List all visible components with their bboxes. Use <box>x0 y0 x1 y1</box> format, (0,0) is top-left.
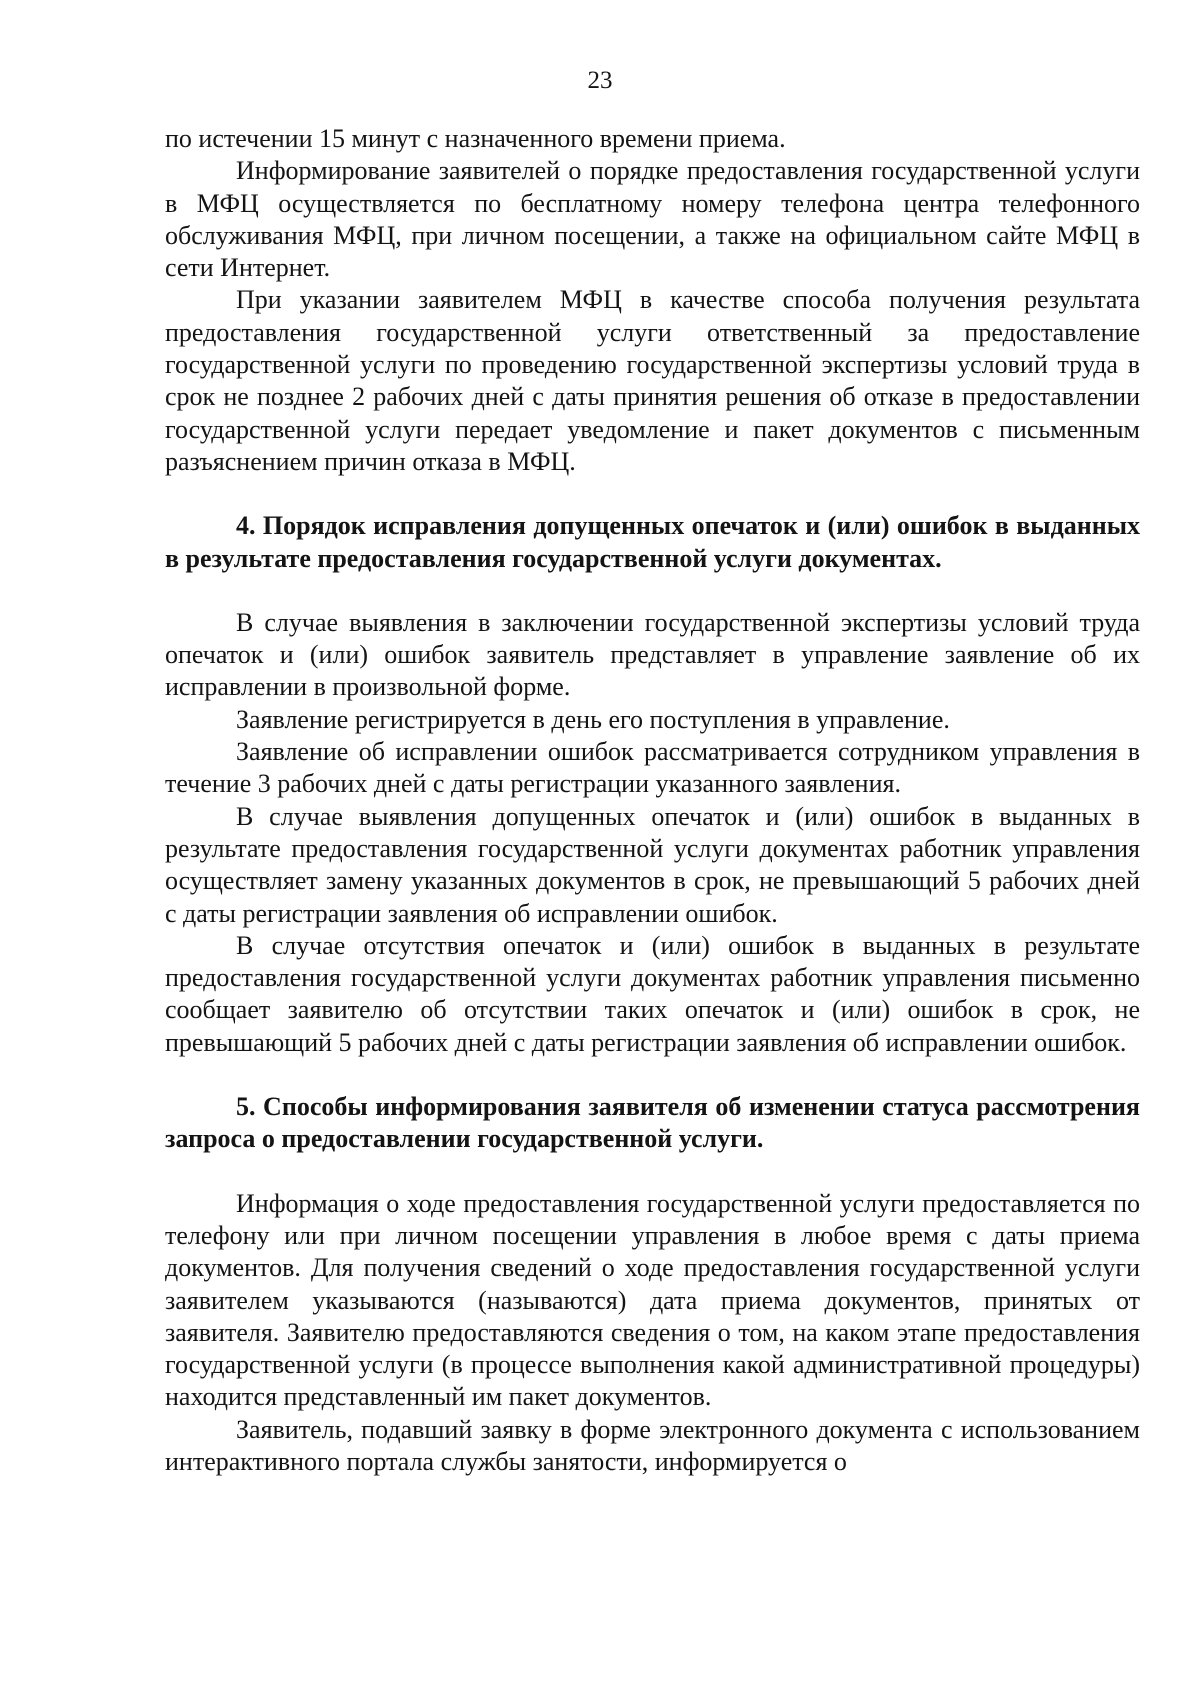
paragraph-mfc-informing: Информирование заявителей о порядке предоставления государственной услуги в МФЦ осуществляется по бесплатному номеру телефона центра телефонного обслуживания МФЦ, при личном посещении, а также на официальном сайте МФЦ в сети Интернет. <box>165 156 1140 283</box>
paragraph-review-period: Заявление об исправлении ошибок рассматривается сотрудником управления в течение 3 рабочих дней с даты регистрации указанного заявления. <box>165 737 1140 799</box>
paragraph-continuation: по истечении 15 минут с назначенного времени приема. <box>165 124 786 153</box>
spacer <box>165 575 1140 607</box>
paragraph-no-errors: В случае отсутствия опечаток и (или) ошибок в выданных в результате предоставления государственной услуги документах работник управления письменно сообщает заявителю об отсутствии таких опечаток и (или) ошибок в срок, не превышающий 5 рабочих дней с даты регистрации заявления об исправлении ошибок. <box>165 930 1140 1057</box>
paragraph-status-information: Информация о ходе предоставления государственной услуги предоставляется по телефону или при личном посещении управления в любое время с даты приема документов. Для получения сведений о ходе предоставления государственной услуги заявителем указываются (называются) дата приема документов, принятых от заявителя. Заявителю предоставляются сведения о том, на каком этапе предоставления государственной услуги (в процессе выполнения какой административной процедуры) находится представленный им пакет документов. <box>165 1188 1140 1412</box>
document-body <box>165 123 1140 1478</box>
spacer <box>165 478 1140 510</box>
paragraph-document-replacement: В случае выявления допущенных опечаток и (или) ошибок в выданных в результате предоставления государственной услуги документах работник управления осуществляет замену указанных документов в срок, не превышающий 5 рабочих дней с даты регистрации заявления об исправлении ошибок. <box>165 801 1140 928</box>
paragraph-registration: Заявление регистрируется в день его поступления в управление. <box>236 704 950 734</box>
paragraph-error-detection: В случае выявления в заключении государственной экспертизы условий труда опечаток и (или) ошибок заявитель представляет в управление заявление об их исправлении в произвольной форме. <box>165 607 1140 702</box>
spacer <box>165 1156 1140 1188</box>
page-number: 23 <box>587 67 613 94</box>
paragraph-electronic-applicant: Заявитель, подавший заявку в форме электронного документа с использованием интерактивного портала службы занятости, информируется о <box>165 1414 1140 1476</box>
spacer <box>165 1059 1140 1091</box>
paragraph-mfc-refusal: При указании заявителем МФЦ в качестве способа получения результата предоставления государственной услуги ответственный за предоставление государственной услуги по проведению государственной экспертизы условий труда в срок не позднее 2 рабочих дней с даты принятия решения об отказе в предоставлении государственной услуги передает уведомление и пакет документов с письменным разъяснением причин отказа в МФЦ. <box>165 285 1140 476</box>
section-4-heading: 4. Порядок исправления допущенных опечаток и (или) ошибок в выданных в результате предоставления государственной услуги документах. <box>165 511 1140 573</box>
section-5-heading: 5. Способы информирования заявителя об изменении статуса рассмотрения запроса о предоставлении государственной услуги. <box>165 1092 1140 1154</box>
